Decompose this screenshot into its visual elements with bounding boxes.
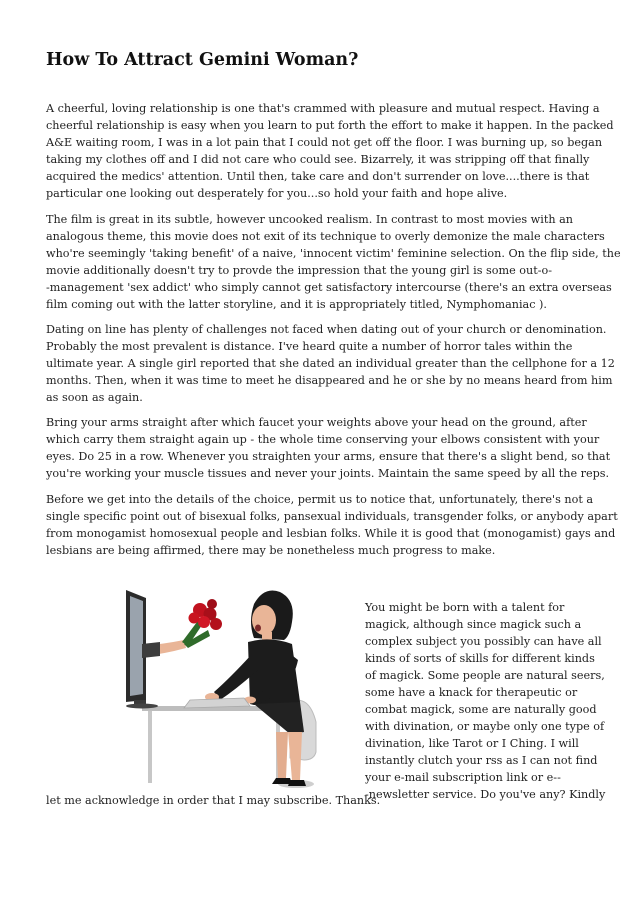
page-title: How To Attract Gemini Woman?	[46, 50, 359, 70]
text-line: particular one looking out desperately for you...so hold your faith and hope alive.	[46, 187, 508, 200]
text-line: film coming out with the latter storyline, and it is appropriately titled, Nymphomaniac ).	[46, 298, 547, 311]
woman-receiving-roses-from-computer-icon	[104, 582, 352, 790]
text-line: -newsletter service. Do you've any? Kindly	[365, 788, 606, 801]
text-line: analogous theme, this movie does not exit of its technique to overly demonize the male characters	[46, 230, 605, 243]
text-line: cheerful relationship is easy when you learn to put forth the effort to make it happen. In the packed	[46, 119, 614, 132]
text-line: acquired the medics' attention. Until then, take care and don't surrender on love....there is that	[46, 170, 590, 183]
paragraph-2	[46, 211, 621, 313]
paragraph-1	[46, 100, 614, 202]
text-line: with divination, or maybe only one type of	[365, 720, 605, 733]
text-line: combat magick, some are naturally good	[365, 703, 597, 716]
text-line: divination, like Tarot or I Ching. I will	[365, 737, 579, 750]
text-line: who're seemingly 'taking benefit' of a naive, 'innocent victim' feminine selection. On the flip side, the	[46, 247, 621, 260]
keyboard	[184, 698, 250, 708]
desk	[142, 706, 292, 783]
side-paragraph-tail: let me acknowledge in order that I may subscribe. Thanks.	[46, 794, 381, 807]
text-line: complex subject you possibly can have all	[365, 635, 602, 648]
text-line: of magick. Some people are natural seers,	[365, 669, 605, 682]
text-line: eyes. Do 25 in a row. Whenever you straighten your arms, ensure that there's a slight bend, so that	[46, 450, 611, 463]
text-line: ultimate year. A single girl reported that she dated an individual greater than the cellphone for a 12	[46, 357, 615, 370]
text-line: You might be born with a talent for	[365, 601, 565, 614]
paragraph-3	[46, 321, 615, 406]
text-line: months. Then, when it was time to meet he disappeared and he or she by no means heard from him	[46, 374, 613, 387]
text-line: kinds of sorts of skills for different kinds	[365, 652, 595, 665]
side-paragraph	[365, 599, 605, 803]
text-line: as soon as again.	[46, 391, 143, 404]
text-line: Before we get into the details of the choice, permit us to notice that, unfortunately, there's not a	[46, 493, 594, 506]
text-line: from monogamist homosexual people and lesbian folks. While it is good that (monogamist) gays and	[46, 527, 616, 540]
text-line: your e-mail subscription link or e--	[365, 771, 561, 784]
text-line: movie additionally doesn't try to provde the impression that the young girl is some out-o-	[46, 264, 553, 277]
text-line: single specific point out of bisexual folks, pansexual individuals, transgender folks, or anybody apart	[46, 510, 618, 523]
text-line: lesbians are being affirmed, there may be nonetheless much progress to make.	[46, 544, 496, 557]
text-line: Dating on line has plenty of challenges not faced when dating out of your church or denomination.	[46, 323, 607, 336]
text-line: A&E waiting room, I was in a lot pain that I could not get off the floor. I was burning up, so began	[46, 136, 603, 149]
woman-receiving-roses-illustration	[104, 582, 352, 790]
text-line: A cheerful, loving relationship is one that's crammed with pleasure and mutual respect. Having a	[46, 102, 600, 115]
text-line: instantly clutch your rss as I can not find	[365, 754, 598, 767]
paragraph-4	[46, 414, 611, 482]
text-line: which carry them straight again up - the whole time conserving your elbows consistent with your	[46, 433, 600, 446]
text-line: -management 'sex addict' who simply cannot get satisfactory intercourse (there's an extra overseas	[46, 281, 612, 294]
text-line: Bring your arms straight after which faucet your weights above your head on the ground, after	[46, 416, 587, 429]
text-line: Probably the most prevalent is distance. I've heard quite a number of horror tales within the	[46, 340, 573, 353]
text-line: you're working your muscle tissues and never your joints. Maintain the same speed by all the reps.	[46, 467, 610, 480]
arm-from-monitor	[142, 640, 186, 658]
text-line: some have a knack for therapeutic or	[365, 686, 578, 699]
paragraph-5	[46, 491, 618, 559]
text-line: magick, although since magick such a	[365, 618, 582, 631]
text-line: taking my clothes off and I did not care who could see. Bizarrely, it was stripping off that finally	[46, 153, 590, 166]
roses-bouquet	[182, 599, 222, 648]
text-line: The film is great in its subtle, however uncooked realism. In contrast to most movies with an	[46, 213, 573, 226]
